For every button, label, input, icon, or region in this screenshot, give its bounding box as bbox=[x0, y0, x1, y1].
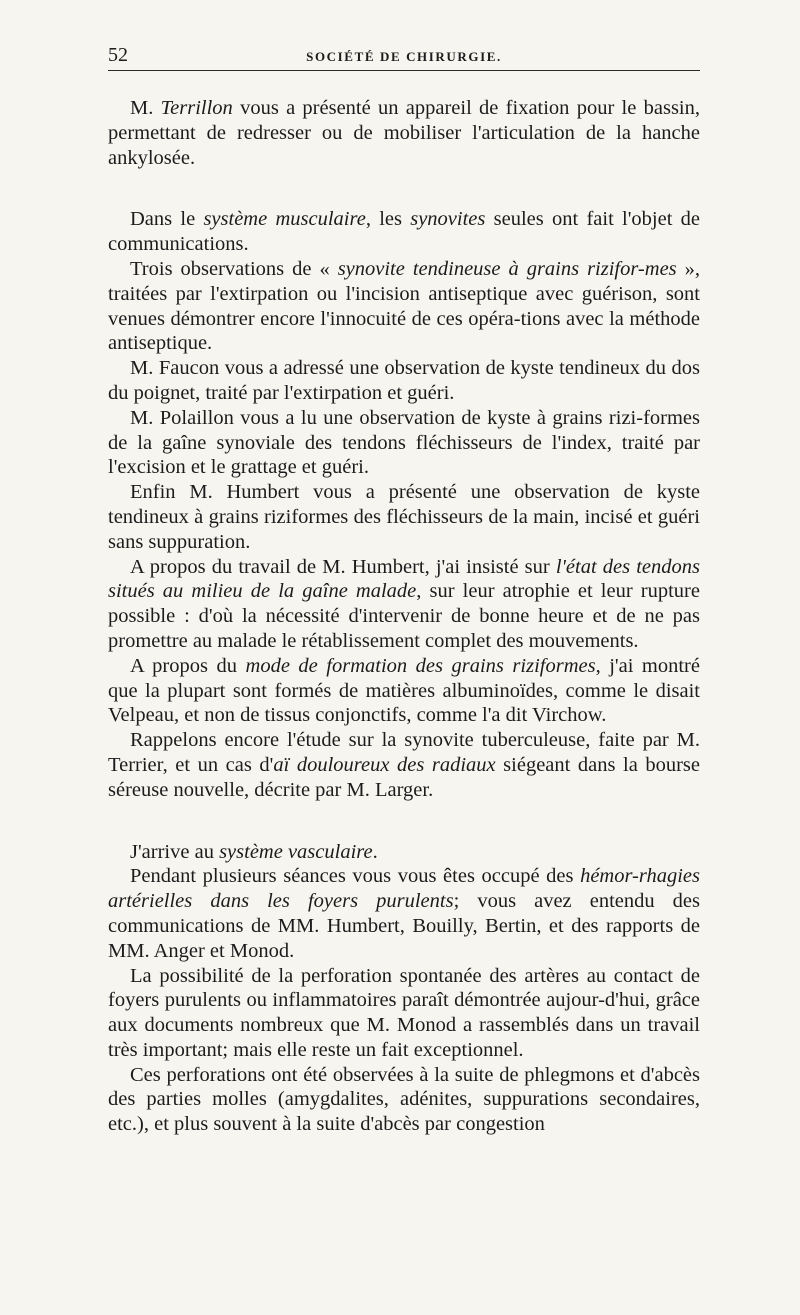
italic-text: système musculaire bbox=[203, 208, 366, 231]
paragraph bbox=[108, 555, 700, 654]
paragraph bbox=[108, 480, 700, 554]
text-run: , les bbox=[365, 208, 411, 231]
text-run: , j'ai montré que la plupart sont formés de matières albuminoïdes, comme le disait Velpeau, et non de tissus conjonctifs, comme l'a dit Virchow. bbox=[108, 654, 700, 727]
paragraph bbox=[108, 728, 700, 802]
italic-text: Terrillon bbox=[160, 97, 233, 119]
text-run: vous a présenté un appareil de fixation pour le bassin, permettant de redresser ou de mobiliser l'articulation de la hanche ankylosée. bbox=[108, 97, 700, 169]
body-text bbox=[108, 96, 700, 1137]
text-run: Pendant plusieurs séances vous vous êtes occupé des bbox=[130, 865, 581, 888]
italic-text: mode de formation des grains riziformes bbox=[245, 654, 596, 677]
paragraph bbox=[108, 96, 700, 170]
page-number: 52 bbox=[108, 44, 128, 66]
text-run: seules ont fait l'objet de communications. bbox=[108, 208, 701, 256]
text-run: siégeant dans la bourse séreuse nouvelle, décrite par M. Larger. bbox=[108, 753, 700, 801]
text-run: ; vous avez entendu des communications de MM. Humbert, Bouilly, Bertin, et des rapports de MM. Anger et Monod. bbox=[108, 890, 700, 962]
text-run: A propos du travail de M. Humbert, j'ai insisté sur bbox=[130, 555, 556, 578]
paragraph bbox=[108, 840, 700, 865]
text-run: Rappelons encore l'étude sur la synovite tuberculeuse, faite par M. Terrier, et un cas d' bbox=[108, 729, 700, 776]
text-run: A propos du bbox=[130, 654, 246, 677]
section-gap bbox=[108, 803, 700, 840]
text-run: Ces perforations ont été observées à la suite de phlegmons et d'abcès des parties molles (amygdalites, adénites, suppurations secondaires, etc.), et plus souvent à la suite d'abcès par congestion bbox=[108, 1063, 700, 1136]
paragraph bbox=[108, 964, 700, 1063]
italic-text: synovite tendineuse à grains rizifor-mes bbox=[337, 257, 677, 280]
paragraph bbox=[108, 207, 700, 257]
text-run: », traitées par l'extirpation ou l'incision antiseptique avec guérison, sont venues démontrer encore l'innocuité de ces opéra-tions avec la méthode antiseptique. bbox=[108, 257, 700, 355]
text-run: . bbox=[372, 840, 378, 863]
italic-text: aï douloureux des radiaux bbox=[273, 753, 496, 776]
running-head: SOCIÉTÉ DE CHIRURGIE. bbox=[306, 49, 502, 64]
italic-text: l'état des tendons situés au milieu de la gaîne malade bbox=[108, 555, 700, 603]
text-run: M. bbox=[130, 97, 161, 119]
text-run: Dans le bbox=[130, 208, 204, 231]
section-gap bbox=[108, 170, 700, 207]
paragraph bbox=[108, 1063, 700, 1137]
page-header bbox=[108, 44, 700, 71]
text-run: J'arrive au bbox=[130, 840, 220, 863]
text-run: La possibilité de la perforation spontanée des artères au contact de foyers purulents ou inflammatoires paraît démontrée aujour-d'hui, grâce aux documents nombreux que M. Monod a rassemblés dans un travail très important; mais elle reste un fait exceptionnel. bbox=[108, 964, 700, 1061]
text-run: , sur leur atrophie et leur rupture possible : d'où la nécessité d'intervenir de bonne heure et de ne pas promettre au malade le rétablissement complet des mouvements. bbox=[108, 580, 700, 652]
italic-text: synovites bbox=[410, 208, 486, 231]
italic-text: hémor-rhagies artérielles dans les foyers purulents bbox=[108, 865, 700, 913]
paragraph bbox=[108, 356, 700, 406]
paragraph bbox=[108, 257, 700, 356]
paragraph bbox=[108, 864, 700, 963]
italic-text: système vasculaire bbox=[219, 840, 373, 863]
text-run: Enfin M. Humbert vous a présenté une observation de kyste tendineux à grains riziformes des fléchisseurs de la main, incisé et guéri sans suppuration. bbox=[108, 481, 700, 553]
text-run: Trois observations de « bbox=[130, 257, 338, 280]
paragraph bbox=[108, 654, 700, 728]
text-run: M. Faucon vous a adressé une observation de kyste tendineux du dos du poignet, traité par l'extirpation et guéri. bbox=[108, 357, 700, 404]
paragraph bbox=[108, 406, 700, 480]
text-run: M. Polaillon vous a lu une observation de kyste à grains rizi-formes de la gaîne synoviale des tendons fléchisseurs de l'index, traité par l'excision et le grattage et guéri. bbox=[108, 406, 700, 479]
